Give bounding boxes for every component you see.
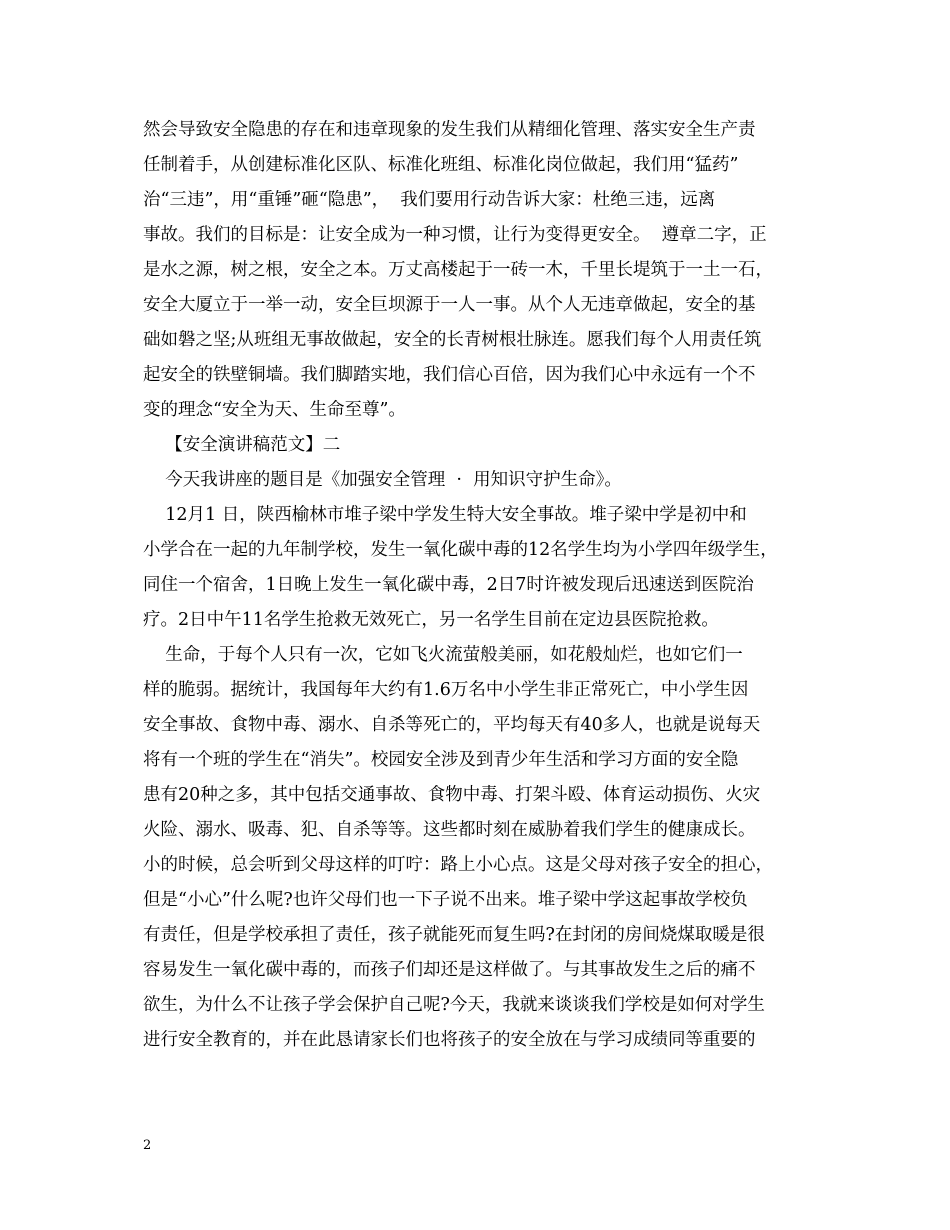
section-heading: 【安全演讲稿范文】二	[143, 435, 341, 455]
text-line: 火险、溺水、吸毒、犯、自杀等等。这些都时刻在威胁着我们学生的健康成长。	[143, 820, 756, 840]
text-line: 小的时候，总会听到父母这样的叮咛：路上小心点。这是父母对孩子安全的担心，	[143, 855, 773, 875]
text-line: 有责任，但是学校承担了责任，孩子就能死而复生吗?在封闭的房间烧煤取暖是很	[143, 925, 765, 945]
text-line: 同住一个宿舍，1日晚上发生一氧化碳中毒，2日7时许被发现后迅速送到医院治	[143, 575, 754, 595]
text-line: 疗。2日中午11名学生抢救无效死亡，另一名学生目前在定边县医院抢救。	[143, 610, 719, 630]
text-line: 小学合在一起的九年制学校，发生一氧化碳中毒的12名学生均为小学四年级学生，	[143, 540, 778, 560]
text-line: 然会导致安全隐患的存在和违章现象的发生我们从精细化管理、落实安全生产责	[143, 120, 756, 140]
document-body	[143, 113, 813, 1058]
text-line: 础如磐之坚;从班组无事故做起，安全的长青树根壮脉连。愿我们每个人用责任筑	[143, 330, 762, 350]
text-line: 安全事故、食物中毒、溺水、自杀等死亡的，平均每天有40多人，也就是说每天	[143, 715, 761, 735]
text-line: 12月1 日，陕西榆林市堆子梁中学发生特大安全事故。堆子梁中学是初中和	[143, 505, 747, 525]
text-line: 欲生，为什么不让孩子学会保护自己呢?今天，我就来谈谈我们学校是如何对学生	[143, 995, 765, 1015]
text-line: 样的脆弱。据统计，我国每年大约有1.6万名中小学生非正常死亡，中小学生因	[143, 680, 749, 700]
text-line: 是水之源，树之根，安全之本。万丈高楼起于一砖一木，千里长堤筑于一土一石，	[143, 260, 773, 280]
text-line: 容易发生一氧化碳中毒的，而孩子们却还是这样做了。与其事故发生之后的痛不	[143, 960, 756, 980]
text-line: 今天我讲座的题目是《加强安全管理 · 用知识守护生命》。	[143, 470, 622, 490]
text-line: 治“三违”，用“重锤”砸“隐患”， 我们要用行动告诉大家：杜绝三违，远离	[143, 190, 716, 210]
text-line: 生命，于每个人只有一次，它如飞火流萤般美丽，如花般灿烂，也如它们一	[143, 645, 743, 665]
text-line: 将有一个班的学生在“消失”。校园安全涉及到青少年生活和学习方面的安全隐	[143, 750, 739, 770]
text-line: 安全大厦立于一举一动，安全巨坝源于一人一事。从个人无违章做起，安全的基	[143, 295, 756, 315]
page-number: 2	[143, 1138, 152, 1153]
text-line: 患有20种之多，其中包括交通事故、食物中毒、打架斗殴、体育运动损伤、火灾	[143, 785, 761, 805]
text-line: 任制着手，从创建标准化区队、标准化班组、标准化岗位做起，我们用“猛药”	[143, 155, 739, 175]
text-line: 起安全的铁壁铜墙。我们脚踏实地，我们信心百倍，因为我们心中永远有一个不	[143, 365, 756, 385]
text-line: 但是“小心”什么呢?也许父母们也一下子说不出来。堆子梁中学这起事故学校负	[143, 890, 748, 910]
text-line: 进行安全教育的，并在此恳请家长们也将孩子的安全放在与学习成绩同等重要的	[143, 1030, 756, 1050]
text-line: 变的理念“安全为天、生命至尊”。	[143, 400, 406, 420]
text-line: 事故。我们的目标是：让安全成为一种习惯，让行为变得更安全。 遵章二字，正	[143, 225, 767, 245]
